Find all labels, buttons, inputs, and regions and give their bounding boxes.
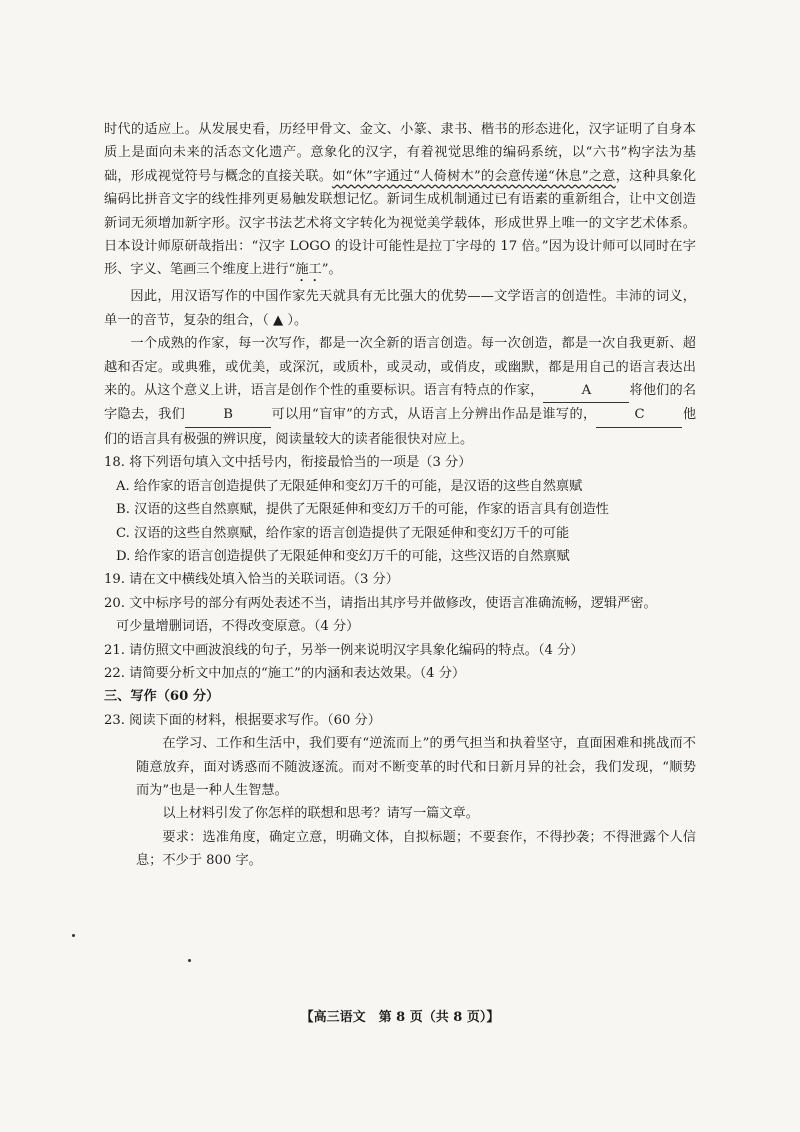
question-23-stem: 23. 阅读下面的材料，根据要求写作。（60 分） xyxy=(104,712,381,728)
exam-page xyxy=(104,118,696,873)
question-21: 21. 请仿照文中画波浪线的句子，另举一例来说明汉字具象化编码的特点。（4 分） xyxy=(104,642,584,658)
dotted-term: 施工 xyxy=(295,262,322,278)
blank-b: B xyxy=(185,403,271,427)
question-20: 20. 文中标序号的部分有两处表述不当，请指出其序号并做修改，使语言准确流畅，逻辑严密。 xyxy=(104,595,657,611)
passage-paragraph-2: 因此，用汉语写作的中国作家先天就具有无比强大的优势——文学语言的创造性。丰沛的词义，单一的音节，复杂的组合，（ ▲ ）。 xyxy=(104,289,696,328)
question-18-stem: 18. 将下列语句填入文中括号内，衔接最恰当的一项是（3 分） xyxy=(104,455,472,471)
passage-text: ，这种具象化编码比拼音文字的线性排列更易触发联想记忆。新词生成机制通过已有语素的重新组合，让中文创造新词无须增加新字形。汉字书法艺术将文字转化为视觉美学载体，形成世界上唯一的文字艺术体系。日本设计师原研哉指出：“汉字 LOGO 的设计可能性是拉丁字母的 17 倍。”因为设计师可以同时在字形、字义、笔画三个维度上进行“ xyxy=(104,168,697,278)
section-writing-heading: 三、写作（60 分） xyxy=(104,689,220,705)
scan-speck xyxy=(188,959,191,962)
passage-text: 将他们的名字隐去，我们 xyxy=(104,383,697,423)
scan-speck xyxy=(72,934,75,937)
passage-paragraph-1 xyxy=(104,118,696,285)
passage-text: 一个成熟的作家，每一次写作，都是一次全新的语言创造。每一次创造，都是一次自我更新、超越和否定。或典雅，或优美，或深沉，或质朴，或灵动，或俏皮，或幽默，都是用自己的语言表达出来的。从这个意义上讲，语言是创作个性的重要标识。语言有特点的作家， xyxy=(104,336,696,399)
question-23-prompt: 以上材料引发了你怎样的联想和思考？请写一篇文章。 xyxy=(162,806,479,822)
question-18-option-b: B. 汉语的这些自然禀赋，提供了无限延伸和变幻万千的可能，作家的语言具有创造性 xyxy=(116,502,609,518)
blank-a: A xyxy=(543,379,629,403)
passage-text: 可以用“盲审”的方式，从语言上分辨出作品是谁写的， xyxy=(271,407,597,423)
question-22: 22. 请简要分析文中加点的“施工”的内涵和表达效果。（4 分） xyxy=(104,665,466,681)
passage-text: 时代的适应上。从发展史看，历经甲骨文、金文、小篆、隶书、楷书的形态进化，汉字证明了自身本质上是面向未来的活态文化遗产。意象化的汉字，有着视觉思维的编码系统，以“六书”构字法为基础，形成视觉符号与概念的直接关联。 xyxy=(104,122,696,184)
question-19: 19. 请在文中横线处填入恰当的关联词语。（3 分） xyxy=(104,572,399,588)
blank-c: C xyxy=(596,403,682,427)
page-footer: 【高三语文 第 8 页（共 8 页）】 xyxy=(300,1010,500,1025)
passage-text: ”。 xyxy=(321,262,342,278)
question-23-material: 在学习、工作和生活中，我们要有“逆流而上”的勇气担当和执着坚守，直面困难和挑战而不随意放弃，面对诱惑而不随波逐流。而对不断变革的时代和日新月异的社会，我们发现，“顺势而为”也是一种人生智慧。 xyxy=(136,736,696,798)
question-18-option-c: C. 汉语的这些自然禀赋，给作家的语言创造提供了无限延伸和变幻万千的可能 xyxy=(116,525,570,541)
passage-paragraph-3 xyxy=(104,332,696,451)
question-18-option-a: A. 给作家的语言创造提供了无限延伸和变幻万千的可能，是汉语的这些自然禀赋 xyxy=(116,478,583,494)
question-18-option-d: D. 给作家的语言创造提供了无限延伸和变幻万千的可能，这些汉语的自然禀赋 xyxy=(116,548,570,564)
passage-text: 他们的语言具有极强的辨识度，阅读量较大的读者能很快对应上。 xyxy=(104,407,697,447)
question-20-continued: 可少量增删词语，不得改变原意。（4 分） xyxy=(116,619,360,635)
wavy-underlined-sentence: 如“休”字通过“人倚树木”的会意传递“休息”之意 xyxy=(332,168,616,184)
question-23-requirements: 要求：选准角度，确定立意，明确文体，自拟标题；不要套作，不得抄袭；不得泄露个人信息；不少于 800 字。 xyxy=(136,829,696,869)
